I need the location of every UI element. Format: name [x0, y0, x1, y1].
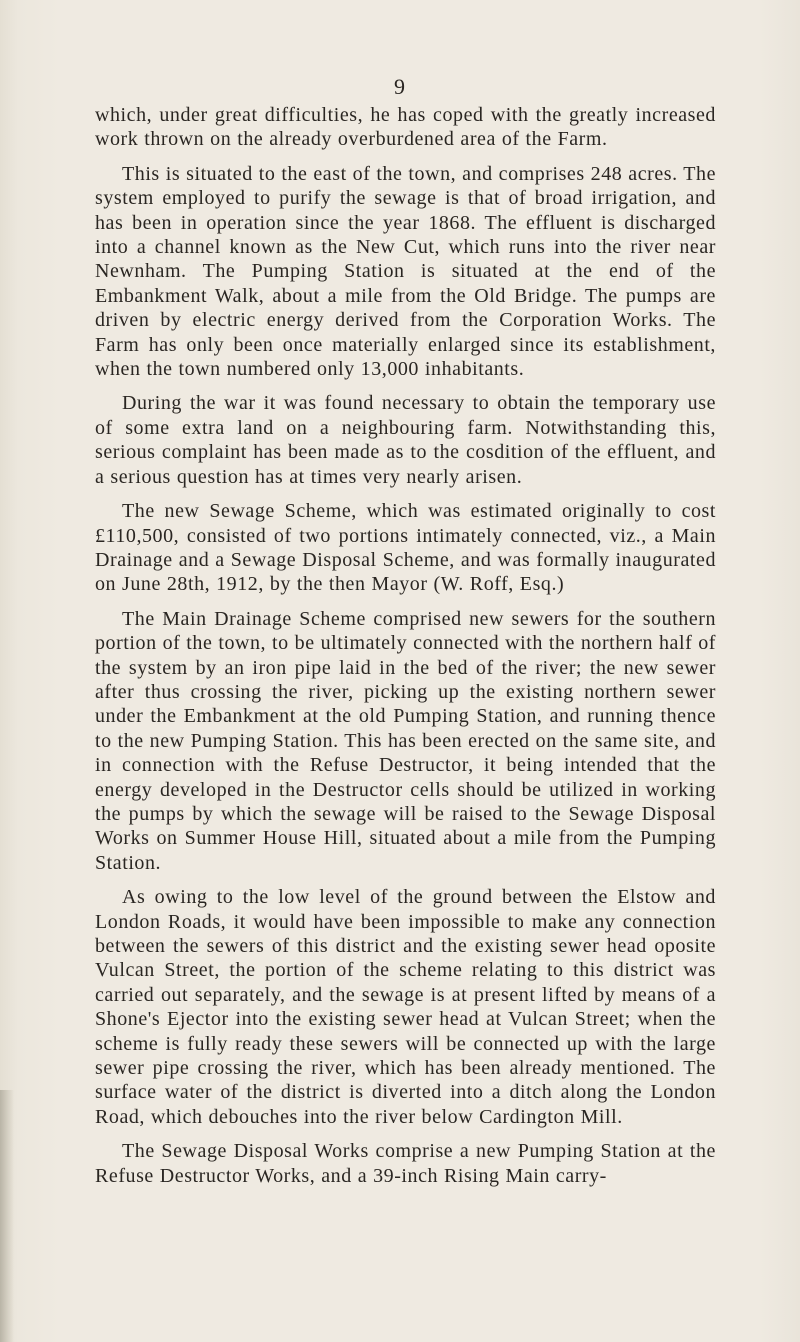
paragraph-disposal-works: The Sewage Disposal Works comprise a new Pumping Station at the Refuse Destructor Works, and a 39-inch Rising Main carry- [95, 1140, 716, 1187]
page-binding-shadow [0, 1090, 14, 1342]
paragraph-continuation: which, under great difficulties, he has coped with the greatly increased work thrown on the already overburdened area of the Farm. [95, 104, 716, 151]
paragraph-farm-description: This is situated to the east of the town, and comprises 248 acres. The system employed to purify the sewage is that of broad irrigation, and has been in operation since the year 1868. The effluent is discharged into a channel known as the New Cut, which runs into the river near Newnham. The Pumping Station is situated at the end of the Embankment Walk, about a mile from the Old Bridge. The pumps are driven by electric energy derived from the Corporation Works. The Farm has only been once materially enlarged since its establishment, when the town numbered only 13,000 inhabitants. [95, 162, 716, 381]
paragraph-new-sewage-scheme: The new Sewage Scheme, which was estimated originally to cost £110,500, consisted of two portions intimately connected, viz., a Main Drainage and a Sewage Disposal Scheme, and was formally inaugurated on June 28th, 1912, by the then Mayor (W. Roff, Esq.) [95, 500, 716, 596]
paragraph-elstow-london-roads: As owing to the low level of the ground between the Elstow and London Roads, it would have been impossible to make any connection between the sewers of this district and the existing sewer head oposite Vulcan Street, the portion of the scheme relating to this district was carried out separately, and the sewage is at present lifted by means of a Shone's Ejector into the existing sewer head at Vulcan Street; when the scheme is fully ready these sewers will be connected up with the large sewer pipe crossing the river, which has been already mentioned. The surface water of the district is diverted into a ditch along the London Road, which debouches into the river below Cardington Mill. [95, 886, 716, 1128]
page-number: 9 [394, 74, 406, 99]
body-text [95, 103, 716, 1198]
paragraph-war-period: During the war it was found necessary to obtain the temporary use of some extra land on a neighbouring farm. Notwithstanding this, serious complaint has been made as to the cosdition of the effluent, and a serious question has at times very nearly arisen. [95, 392, 716, 488]
paragraph-main-drainage: The Main Drainage Scheme comprised new sewers for the southern portion of the town, to be ultimately connected with the northern half of the system by an iron pipe laid in the bed of the river; the new sewer after thus crossing the river, picking up the existing northern sewer under the Embankment at the old Pumping Station, and running thence to the new Pumping Station. This has been erected on the same site, and in connection with the Refuse Destructor, it being intended that the energy developed in the Destructor cells should be utilized in working the pumps by which the sewage will be raised to the Sewage Disposal Works on Summer House Hill, situated about a mile from the Pumping Station. [95, 607, 716, 874]
